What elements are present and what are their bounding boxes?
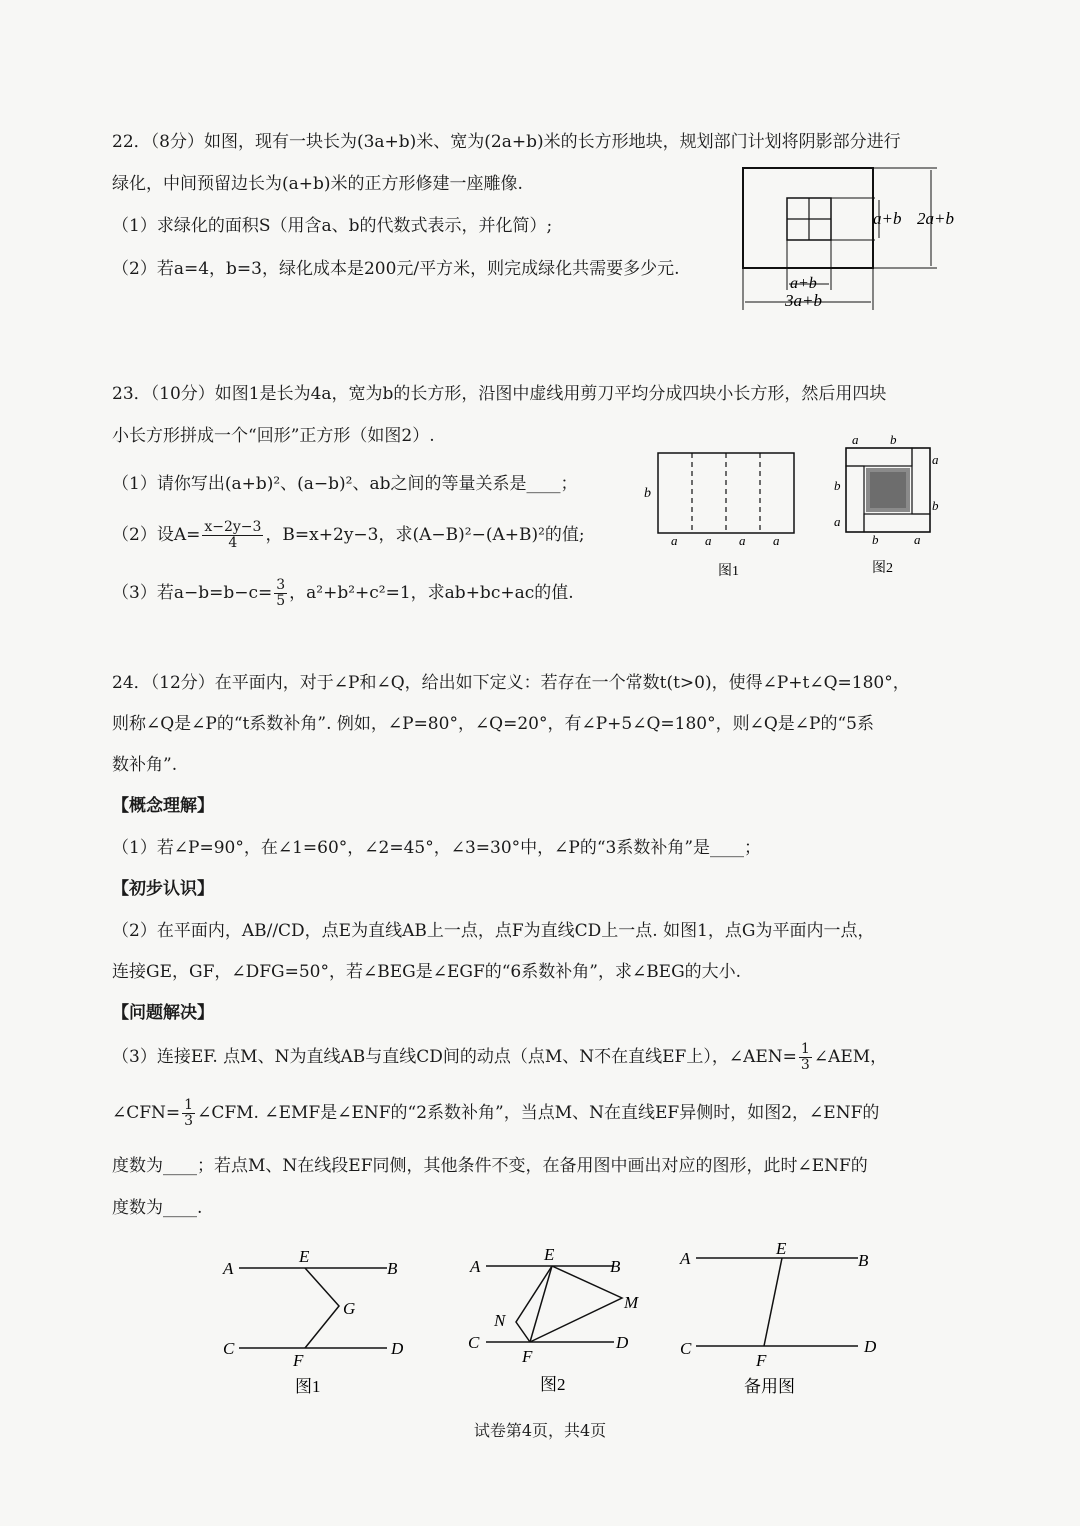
outer-rectangle bbox=[743, 168, 873, 268]
svg-text:E: E bbox=[299, 1247, 310, 1266]
q22-line1: 22．（8分）如图，现有一块长为(3a+b)米、宽为(2a+b)米的长方形地块，规划部门计划将阴影部分进行 bbox=[112, 132, 901, 152]
svg-text:a: a bbox=[739, 533, 746, 548]
q23-line1: 23．（10分）如图1是长为4a，宽为b的长方形，沿图中虚线用剪刀平均分成四块小长方形，然后用四块 bbox=[112, 384, 887, 404]
q23-figure2 bbox=[828, 432, 948, 582]
svg-text:a: a bbox=[932, 452, 939, 467]
q24-backup-caption: 备用图 bbox=[744, 1377, 795, 1396]
fraction-3-5: $\frac{3}{5}$ bbox=[276, 577, 286, 609]
svg-text:M: M bbox=[624, 1293, 639, 1312]
q24-line3: 数补角”. bbox=[112, 755, 178, 775]
svg-text:D: D bbox=[391, 1339, 404, 1358]
q22-line2: 绿化，中间预留边长为(a+b)米的正方形修建一座雕像. bbox=[112, 174, 523, 194]
svg-text:a: a bbox=[914, 532, 921, 547]
fig2-caption: 图2 bbox=[872, 561, 893, 576]
svg-text:C: C bbox=[223, 1339, 235, 1358]
fig1-side-label: b bbox=[644, 486, 651, 501]
svg-text:b: b bbox=[872, 532, 879, 547]
svg-text:a: a bbox=[705, 533, 712, 548]
q24-part3-line1: （3）连接EF. 点M、N为直线AB与直线CD间的动点（点M、N不在直线EF上），∠AEN= $\frac{1}{3}$ ∠AEM， bbox=[112, 1041, 888, 1073]
q22-figure bbox=[735, 160, 980, 320]
svg-text:a: a bbox=[671, 533, 678, 548]
q24-fig2-caption: 图2 bbox=[540, 1375, 566, 1394]
fraction-A: $\frac{x-2y-3}{4}$ bbox=[204, 519, 262, 551]
q24-part3-line4: 度数为____. bbox=[112, 1198, 203, 1218]
svg-text:b: b bbox=[834, 478, 841, 493]
svg-text:N: N bbox=[494, 1311, 506, 1330]
svg-text:D: D bbox=[616, 1333, 629, 1352]
q22-part2: （2）若a=4，b=3，绿化成本是200元/平方米，则完成绿化共需要多少元. bbox=[112, 259, 680, 279]
q24-heading-solve: 【问题解决】 bbox=[112, 1003, 214, 1023]
q23-part1: （1）请你写出(a+b)²、(a−b)²、ab之间的等量关系是____； bbox=[112, 474, 578, 494]
svg-text:A: A bbox=[680, 1249, 691, 1268]
outer-height-label: 2a+b bbox=[917, 209, 954, 228]
svg-text:B: B bbox=[387, 1259, 398, 1278]
q24-line1: 24．（12分）在平面内，对于∠P和∠Q，给出如下定义：若存在一个常数t(t>0)，使得∠P+t∠Q=180°， bbox=[112, 673, 910, 693]
q24-part2-line2: 连接GE，GF，∠DFG=50°，若∠BEG是∠EGF的“6系数补角”，求∠BEG的大小. bbox=[112, 962, 742, 982]
q24-backup-figure bbox=[672, 1238, 892, 1398]
q24-line2: 则称∠Q是∠P的“t系数补角”. 例如，∠P=80°，∠Q=20°，有∠P+5∠Q=180°，则∠Q是∠P的“5系 bbox=[112, 714, 874, 734]
q23-part3: （3）若a−b=b−c= $\frac{3}{5}$ ，a²+b²+c²=1，求ab+bc+ac的值. bbox=[112, 577, 574, 609]
q24-part2-line1: （2）在平面内，AB//CD，点E为直线AB上一点，点F为直线CD上一点. 如图1，点G为平面内一点， bbox=[112, 921, 875, 941]
svg-text:a: a bbox=[852, 432, 859, 447]
inner-width-label: a+b bbox=[790, 275, 817, 292]
q24-figure2 bbox=[460, 1240, 660, 1400]
q23-figure1 bbox=[640, 445, 815, 585]
q24-part3-line3: 度数为____；若点M、N在线段EF同侧，其他条件不变，在备用图中画出对应的图形，此时∠ENF的 bbox=[112, 1156, 868, 1176]
svg-text:A: A bbox=[223, 1259, 234, 1278]
inner-height-label: a+b bbox=[873, 209, 902, 228]
q24-part3-line2: ∠CFN= $\frac{1}{3}$ ∠CFM. ∠EMF是∠ENF的“2系数补角”，当点M、N在直线EF异侧时，如图2，∠ENF的 bbox=[112, 1097, 880, 1129]
svg-text:F: F bbox=[756, 1351, 767, 1370]
svg-text:a: a bbox=[834, 514, 841, 529]
svg-text:a: a bbox=[773, 533, 780, 548]
q23-part2: （2）设A= $\frac{x-2y-3}{4}$ ，B=x+2y−3，求(A−B)²−(A+B)²的值; bbox=[112, 519, 585, 551]
svg-text:b: b bbox=[890, 432, 897, 447]
outer-width-label: 3a+b bbox=[785, 291, 822, 310]
svg-text:F: F bbox=[522, 1347, 533, 1366]
q22-part1: （1）求绿化的面积S（用含a、b的代数式表示，并化简）; bbox=[112, 216, 553, 236]
svg-text:A: A bbox=[470, 1257, 481, 1276]
q24-figure1 bbox=[215, 1240, 415, 1400]
svg-text:E: E bbox=[544, 1245, 555, 1264]
q24-heading-concept: 【概念理解】 bbox=[112, 796, 214, 816]
svg-text:D: D bbox=[864, 1337, 877, 1356]
q23-line2: 小长方形拼成一个“回形”正方形（如图2）. bbox=[112, 426, 435, 446]
svg-text:B: B bbox=[610, 1257, 621, 1276]
fig1-caption: 图1 bbox=[718, 564, 739, 579]
svg-text:F: F bbox=[293, 1351, 304, 1370]
svg-text:C: C bbox=[468, 1333, 480, 1352]
svg-text:B: B bbox=[858, 1251, 869, 1270]
q24-part1: （1）若∠P=90°，在∠1=60°，∠2=45°，∠3=30°中，∠P的“3系数补角”是____； bbox=[112, 838, 762, 858]
q24-heading-initial: 【初步认识】 bbox=[112, 879, 214, 899]
page-footer: 试卷第4页，共4页 bbox=[473, 1421, 607, 1440]
svg-text:E: E bbox=[776, 1239, 787, 1258]
svg-text:G: G bbox=[343, 1299, 356, 1318]
svg-text:C: C bbox=[680, 1339, 692, 1358]
svg-text:b: b bbox=[932, 498, 939, 513]
q24-fig1-caption: 图1 bbox=[295, 1377, 321, 1396]
